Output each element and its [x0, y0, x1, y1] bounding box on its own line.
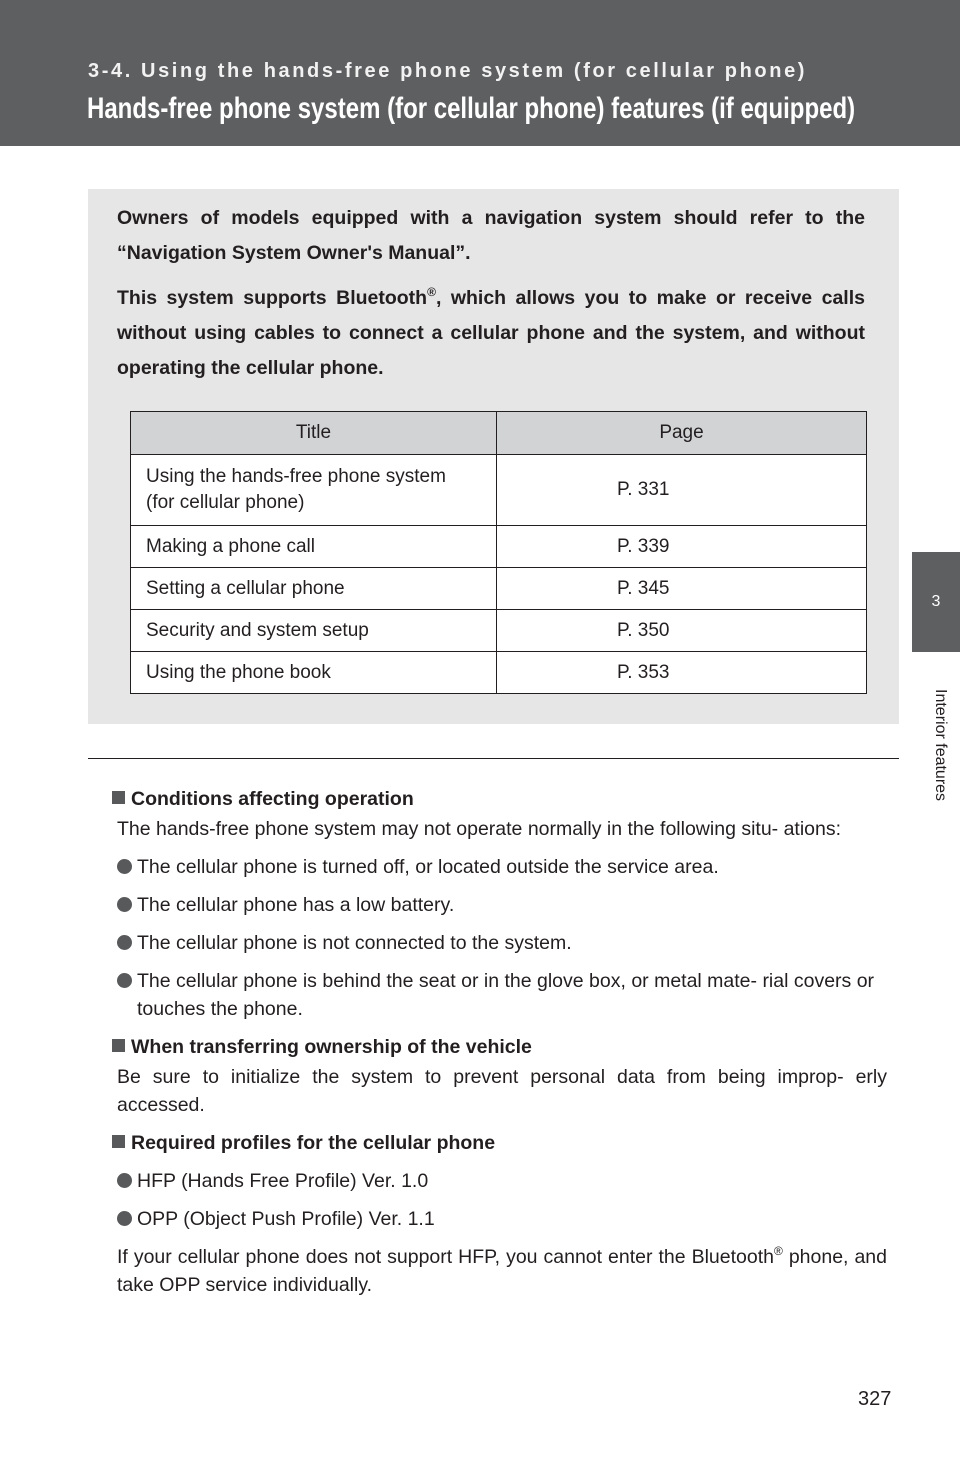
intro-p2-end: , which allows you to make or receive calls without using cables to connect a cellular phone and the system, and without operating the cellular phone.	[117, 287, 865, 379]
page-header	[0, 0, 960, 146]
column-header-title: Title	[131, 412, 497, 455]
row-page: P. 353	[497, 652, 867, 694]
section-paragraph: Be sure to initialize the system to prevent personal data from being improp- erly accessed.	[117, 1066, 887, 1116]
intro-paragraph-1: Owners of models equipped with a navigation system should refer to the “Navigation System Owner's Manual”.	[117, 207, 865, 264]
section-label: 3-4. Using the hands-free phone system (for cellular phone)	[88, 60, 808, 82]
square-bullet-icon	[112, 791, 125, 804]
list-item-text: The cellular phone has a low battery.	[137, 894, 455, 916]
section-heading	[112, 1033, 887, 1061]
row-title: Making a phone call	[131, 526, 497, 568]
row-title: Using the phone book	[131, 652, 497, 694]
bullet-icon	[117, 859, 132, 874]
list-item	[112, 967, 887, 1023]
page-title: Hands-free phone system (for cellular phone) features (if equipped)	[87, 92, 856, 125]
divider	[88, 758, 899, 759]
list-item-text: OPP (Object Push Profile) Ver. 1.1	[137, 1208, 435, 1230]
paragraph-end: phone, and take OPP service individually.	[117, 1246, 887, 1296]
table-row	[131, 568, 867, 610]
row-page: P. 331	[497, 455, 867, 526]
section-heading-text: Conditions affecting operation	[131, 788, 414, 810]
intro-p2-start: This system supports Bluetooth	[117, 287, 428, 309]
row-title-line-1: Using the hands-free phone system	[146, 466, 446, 487]
chapter-tab: 3	[912, 552, 960, 652]
row-title: Security and system setup	[131, 610, 497, 652]
table-row	[131, 455, 867, 526]
section-heading	[112, 1129, 887, 1157]
row-title	[131, 455, 497, 526]
section-heading	[112, 785, 887, 813]
row-title-line-2: (for cellular phone)	[146, 492, 305, 513]
square-bullet-icon	[112, 1039, 125, 1052]
registered-mark: ®	[773, 1244, 783, 1258]
list-item-text: HFP (Hands Free Profile) Ver. 1.0	[137, 1170, 429, 1192]
section-heading-text: Required profiles for the cellular phone	[131, 1132, 496, 1154]
square-bullet-icon	[112, 1135, 125, 1148]
list-item-text: The cellular phone is not connected to the system.	[137, 932, 572, 954]
table-header-row	[131, 412, 867, 455]
table-row	[131, 652, 867, 694]
row-page: P. 345	[497, 568, 867, 610]
contents-table	[130, 411, 867, 694]
table-row	[131, 610, 867, 652]
table-row	[131, 526, 867, 568]
section-paragraph: The hands-free phone system may not operate normally in the following situ- ations:	[117, 818, 842, 840]
list-item	[112, 929, 887, 957]
section-paragraph	[112, 1243, 887, 1299]
bullet-icon	[117, 1211, 132, 1226]
list-item	[112, 853, 887, 881]
list-item-text: The cellular phone is turned off, or located outside the service area.	[137, 856, 719, 878]
list-item-text: The cellular phone is behind the seat or in the glove box, or metal mate- rial covers or touches the phone.	[137, 970, 875, 1020]
row-page: P. 350	[497, 610, 867, 652]
column-header-page: Page	[497, 412, 867, 455]
body-content	[112, 785, 887, 1299]
bullet-icon	[117, 935, 132, 950]
intro-text	[117, 201, 865, 386]
list-item	[112, 1167, 887, 1195]
list-item	[112, 891, 887, 919]
intro-paragraph-2	[117, 281, 865, 386]
bullet-icon	[117, 1173, 132, 1188]
list-item	[112, 1205, 887, 1233]
row-title: Setting a cellular phone	[131, 568, 497, 610]
page-number: 327	[858, 1388, 892, 1410]
registered-mark: ®	[427, 285, 436, 299]
section-heading-text: When transferring ownership of the vehicle	[131, 1036, 532, 1058]
row-page: P. 339	[497, 526, 867, 568]
bullet-icon	[117, 897, 132, 912]
bullet-icon	[117, 973, 132, 988]
chapter-label: Interior features	[932, 688, 949, 802]
paragraph-start: If your cellular phone does not support HFP, you cannot enter the Bluetooth	[117, 1246, 774, 1268]
